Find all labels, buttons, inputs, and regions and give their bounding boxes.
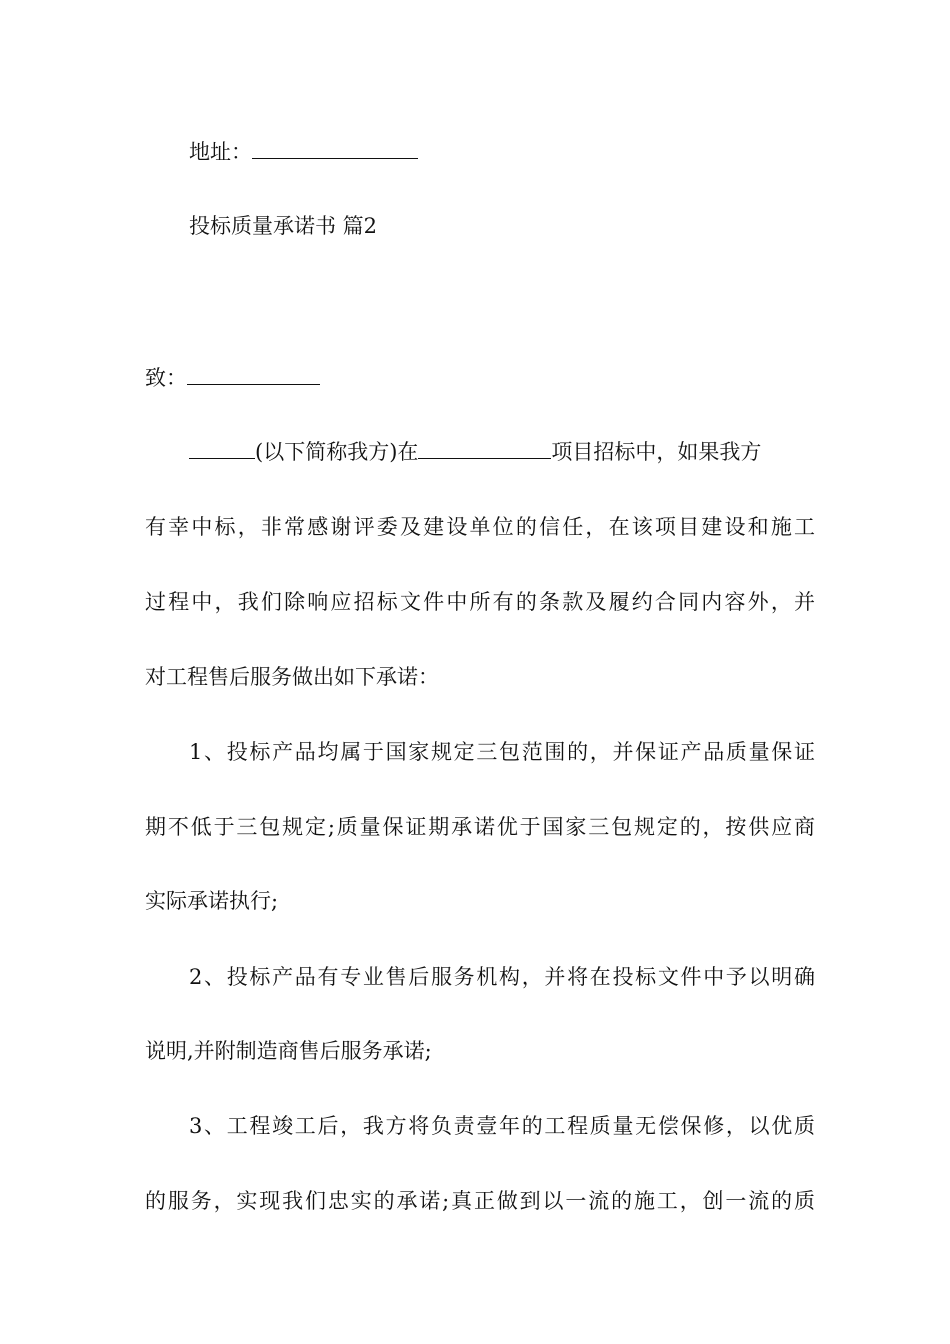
intro-text-2: 项目招标中，如果我方 [551,440,762,464]
address-blank [252,136,418,159]
body-line: 有幸中标，非常感谢评委及建设单位的信任，在该项目建设和施工 [145,515,815,539]
salutation-label: 致： [145,366,187,390]
clause-1-line: 1、投标产品均属于国家规定三包范围的，并保证产品质量保证 [189,740,815,764]
clause-1-line: 期不低于三包规定;质量保证期承诺优于国家三包规定的，按供应商 [145,815,815,839]
intro-text-1: (以下简称我方)在 [255,440,419,464]
body-line: 对工程售后服务做出如下承诺： [145,665,439,689]
clause-3-line: 3、工程竣工后，我方将负责壹年的工程质量无偿保修，以优质 [189,1114,815,1138]
clause-1-line: 实际承诺执行; [145,889,279,913]
intro-line [189,436,815,467]
address-line [189,136,815,167]
address-label: 地址： [189,140,252,164]
clause-3-line: 的服务，实现我们忠实的承诺;真正做到以一流的施工，创一流的质 [145,1189,815,1213]
clause-2-line: 2、投标产品有专业售后服务机构，并将在投标文件中予以明确 [189,965,815,989]
recipient-blank [187,362,320,385]
clause-2-line: 说明,并附制造商售后服务承诺; [145,1039,432,1063]
salutation-line [145,362,815,393]
body-line: 过程中，我们除响应招标文件中所有的条款及履约合同内容外，并 [145,590,815,614]
bidder-blank [189,436,255,459]
section-title: 投标质量承诺书 篇2 [189,214,378,238]
project-blank [418,436,551,459]
